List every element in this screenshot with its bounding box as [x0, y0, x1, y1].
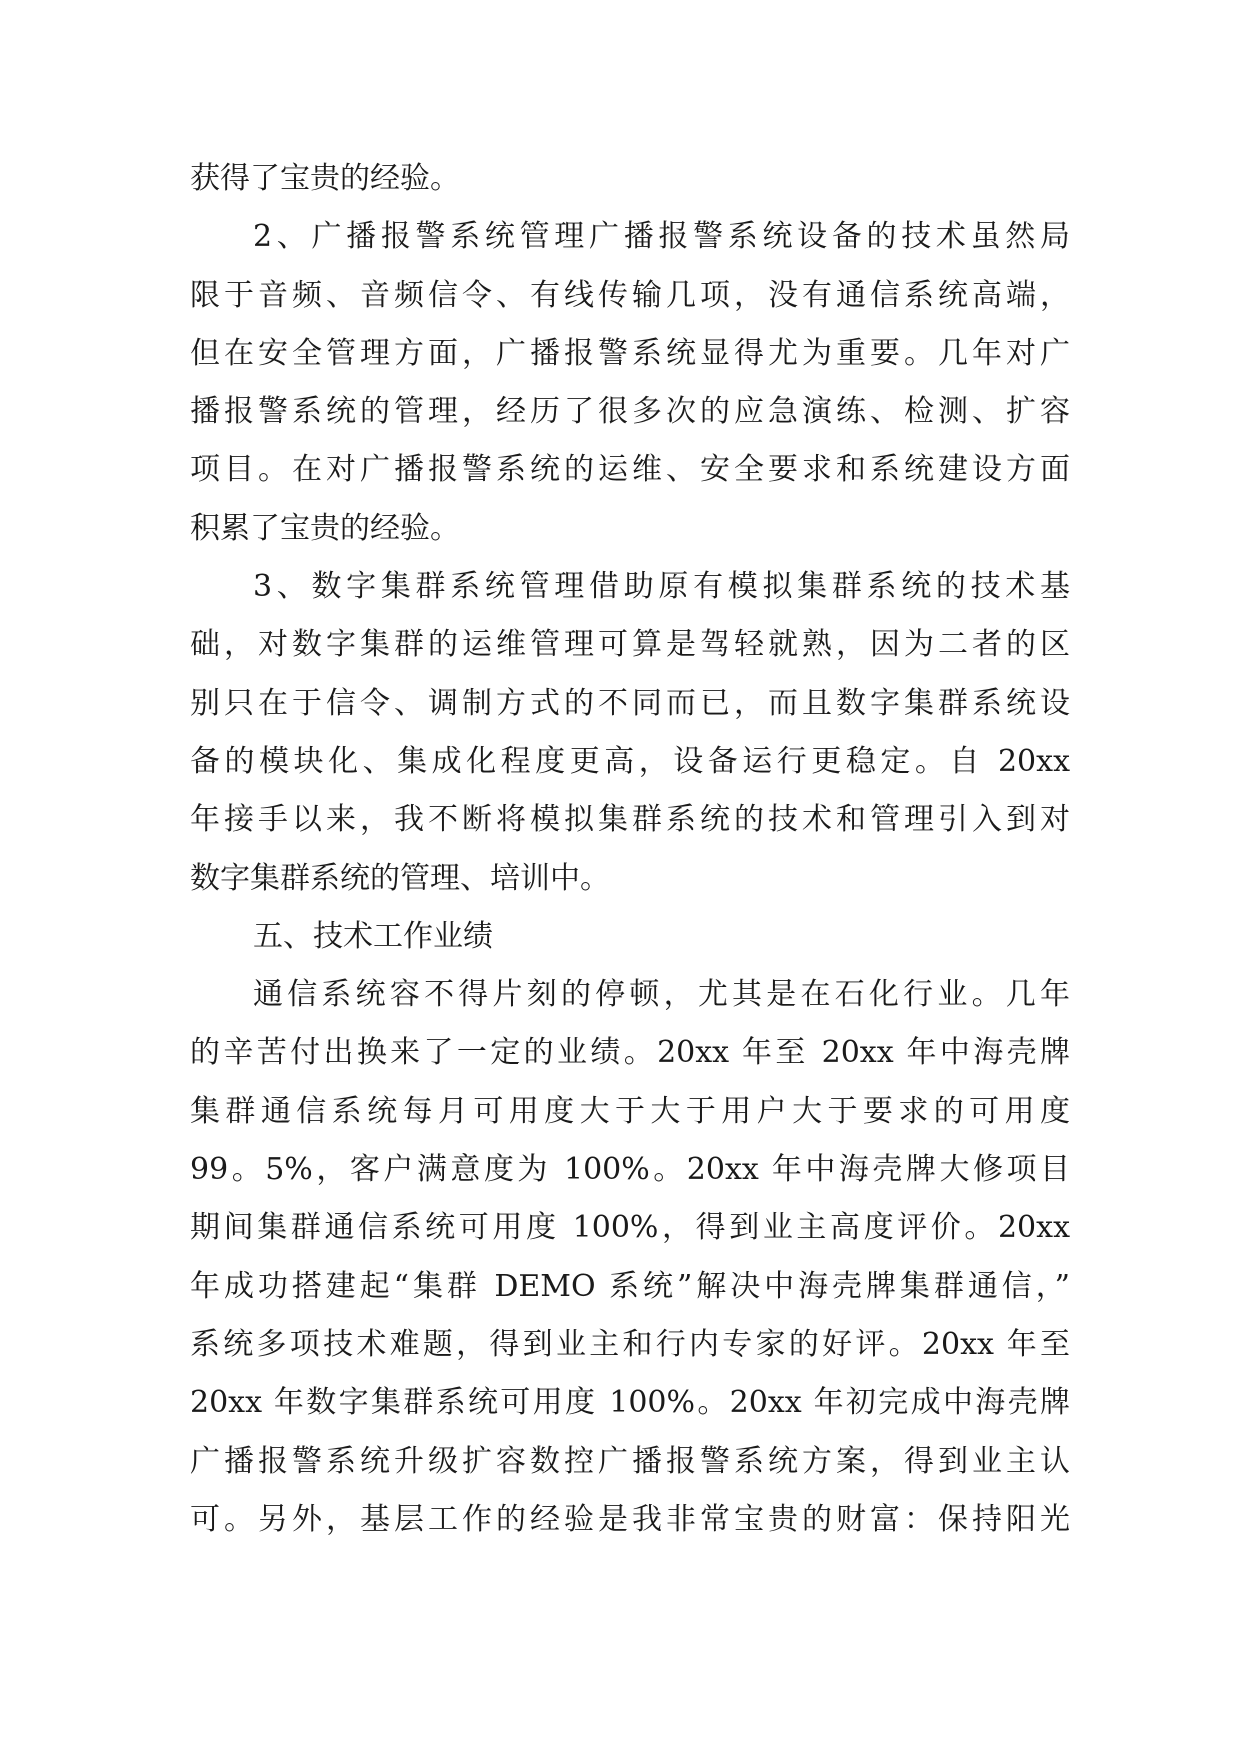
text-line: 积累了宝贵的经验。 — [190, 510, 460, 546]
text-line: 系统多项技术难题，得到业主和行内专家的好评。20xx 年至 — [190, 1326, 1070, 1362]
text-line: 年成功搭建起“集群 DEMO 系统”解决中海壳牌集群通信，” — [190, 1268, 1070, 1304]
paragraph-start-line: 通信系统容不得片刻的停顿，尤其是在石化行业。几年 — [253, 977, 1070, 1013]
text-line: 99。5%，客户满意度为 100%。20xx 年中海壳牌大修项目 — [190, 1152, 1070, 1188]
text-line: 播报警系统的管理，经历了很多次的应急演练、检测、扩容 — [190, 394, 1070, 430]
text-line: 别只在于信令、调制方式的不同而已，而且数字集群系统设 — [190, 685, 1070, 721]
text-line: 可。另外，基层工作的经验是我非常宝贵的财富：保持阳光 — [190, 1501, 1070, 1537]
text-line: 限于音频、音频信令、有线传输几项，没有通信系统高端， — [190, 277, 1070, 313]
paragraph-start-line: 2、广播报警系统管理广播报警系统设备的技术虽然局 — [253, 219, 1070, 255]
text-line: 的辛苦付出换来了一定的业绩。20xx 年至 20xx 年中海壳牌 — [190, 1035, 1070, 1071]
text-line: 备的模块化、集成化程度更高，设备运行更稳定。自 20xx — [190, 743, 1070, 779]
text-line: 20xx 年数字集群系统可用度 100%。20xx 年初完成中海壳牌 — [190, 1385, 1070, 1421]
body-text — [190, 150, 1070, 1549]
text-line: 期间集群通信系统可用度 100%，得到业主高度评价。20xx — [190, 1210, 1070, 1246]
text-line: 广播报警系统升级扩容数控广播报警系统方案，得到业主认 — [190, 1443, 1070, 1479]
text-line: 年接手以来，我不断将模拟集群系统的技术和管理引入到对 — [190, 802, 1070, 838]
text-line: 集群通信系统每月可用度大于大于用户大于要求的可用度 — [190, 1093, 1070, 1129]
text-line: 础，对数字集群的运维管理可算是驾轻就熟，因为二者的区 — [190, 627, 1070, 663]
text-line: 数字集群系统的管理、培训中。 — [190, 860, 610, 896]
text-line: 获得了宝贵的经验。 — [190, 161, 460, 196]
text-line: 但在安全管理方面，广播报警系统显得尤为重要。几年对广 — [190, 335, 1070, 371]
paragraph-start-line: 3、数字集群系统管理借助原有模拟集群系统的技术基 — [253, 569, 1070, 605]
text-line: 项目。在对广播报警系统的运维、安全要求和系统建设方面 — [190, 452, 1070, 488]
section-heading: 五、技术工作业绩 — [253, 918, 493, 954]
